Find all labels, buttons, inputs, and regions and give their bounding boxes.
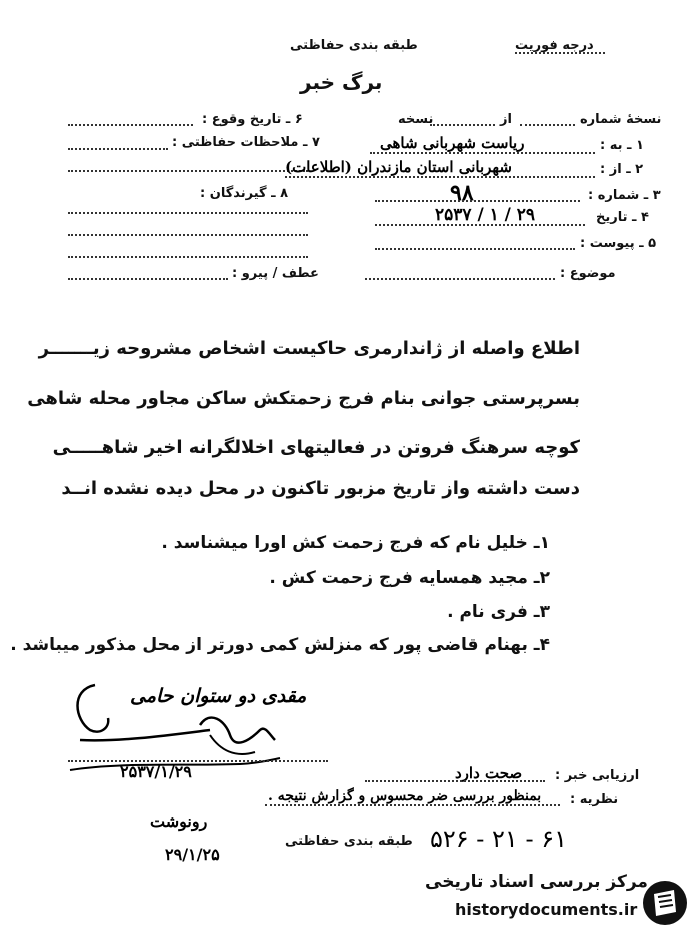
attachment-label: ۵ ـ پیوست :	[580, 236, 657, 251]
reference-label: عطف / پیرو :	[232, 266, 319, 281]
security-notes-line-2	[68, 170, 308, 172]
archive-number: ۵۲۶ - ۲۱ - ۶۱	[430, 825, 567, 853]
date-line	[375, 224, 585, 226]
signature-date: ۲۵۳۷/۱/۲۹	[120, 762, 192, 781]
subject-label: موضوع :	[560, 266, 616, 281]
from-line	[285, 176, 595, 178]
copy-of-line	[430, 124, 495, 126]
assessment-value: صحت دارد	[455, 764, 523, 782]
watermark-name: مرکز بررسی اسناد تاریخی	[425, 872, 648, 892]
security-notes-label: ۷ ـ ملاحظات حفاظتی :	[172, 135, 320, 150]
list-item-3: ۳ـ فری نام .	[447, 602, 550, 622]
copy-number-line	[520, 124, 575, 126]
subject-line	[365, 278, 555, 280]
from-label: ۲ ـ از :	[600, 162, 644, 177]
number-line	[375, 200, 580, 202]
cursive-note: مقدی دو ستوان حامی	[130, 685, 307, 707]
security-notes-line	[68, 148, 168, 150]
recipients-label: ۸ ـ گیرندگان :	[200, 186, 289, 201]
recipients-line-2	[68, 234, 308, 236]
copy-of-label: نسخه	[398, 112, 434, 127]
copy-from-label: از	[500, 112, 512, 127]
body-line-3: کوچه سرهنگ فروتن در فعالیتهای اخلالگرانه اخیر شاهـــــی	[52, 437, 580, 458]
body-line-1: اطلاع واصله از ژاندارمری حاکیست اشخاص مشروحه زیـــــــر	[38, 338, 580, 359]
urgency-underline	[515, 52, 605, 54]
document-title: برگ خبر	[300, 70, 383, 94]
to-line	[370, 152, 595, 154]
assessment-label: ارزیابی خبر :	[555, 768, 640, 783]
to-label: ۱ ـ به :	[600, 138, 644, 153]
annotation-2: ۲۹/۱/۲۵	[165, 845, 220, 864]
date-label: ۴ ـ تاریخ	[596, 210, 649, 225]
opinion-line	[265, 804, 560, 806]
list-item-4: ۴ـ بهنام قاضی پور که منزلش کمی دورتر از محل مذکور میباشد .	[10, 635, 550, 655]
date-value: ۲۵۳۷ / ۱ / ۲۹	[435, 205, 536, 225]
number-label: ۳ ـ شماره :	[588, 188, 661, 203]
body-line-4: دست داشته واز تاریخ مزبور تاکنون در محل دیده نشده انــد	[61, 478, 580, 499]
classification-label: طبقه بندی حفاظتی	[290, 38, 418, 53]
watermark-logo-icon	[640, 878, 690, 928]
annotation-1: رونوشت	[150, 812, 208, 831]
urgency-label: درجه فوریت	[515, 38, 594, 53]
attachment-line	[375, 248, 575, 250]
reference-line	[68, 278, 228, 280]
opinion-label: نظریه :	[570, 792, 619, 807]
copy-number-label: نسخهٔ شماره	[580, 112, 662, 127]
date-of-event-line	[68, 124, 193, 126]
recipients-line-3	[68, 256, 308, 258]
assessment-line	[365, 780, 545, 782]
watermark-url: historydocuments.ir	[455, 900, 638, 919]
from-value: شهربانی استان مازندران (اطلاعات)	[285, 158, 512, 176]
list-item-1: ۱ـ خلیل نام که فرج زحمت کش اورا میشناسد .	[161, 533, 550, 553]
number-value: ۹۸	[450, 180, 474, 206]
list-item-2: ۲ـ مجید همسایه فرج زحمت کش .	[269, 568, 550, 588]
opinion-value: بمنظور بررسی ضر محسوس و گزارش نتیجه .	[268, 788, 542, 804]
body-line-2: بسرپرستی جوانی بنام فرج زحمتکش ساکن مجاور محله شاهی	[27, 388, 580, 409]
to-value: ریاست شهربانی شاهی	[380, 134, 525, 152]
signature-line	[68, 760, 328, 762]
recipients-line-1	[68, 212, 308, 214]
date-of-event-label: ۶ ـ تاریخ وقوع :	[202, 112, 303, 127]
footer-classification: طبقه بندی حفاظتی	[285, 834, 413, 849]
